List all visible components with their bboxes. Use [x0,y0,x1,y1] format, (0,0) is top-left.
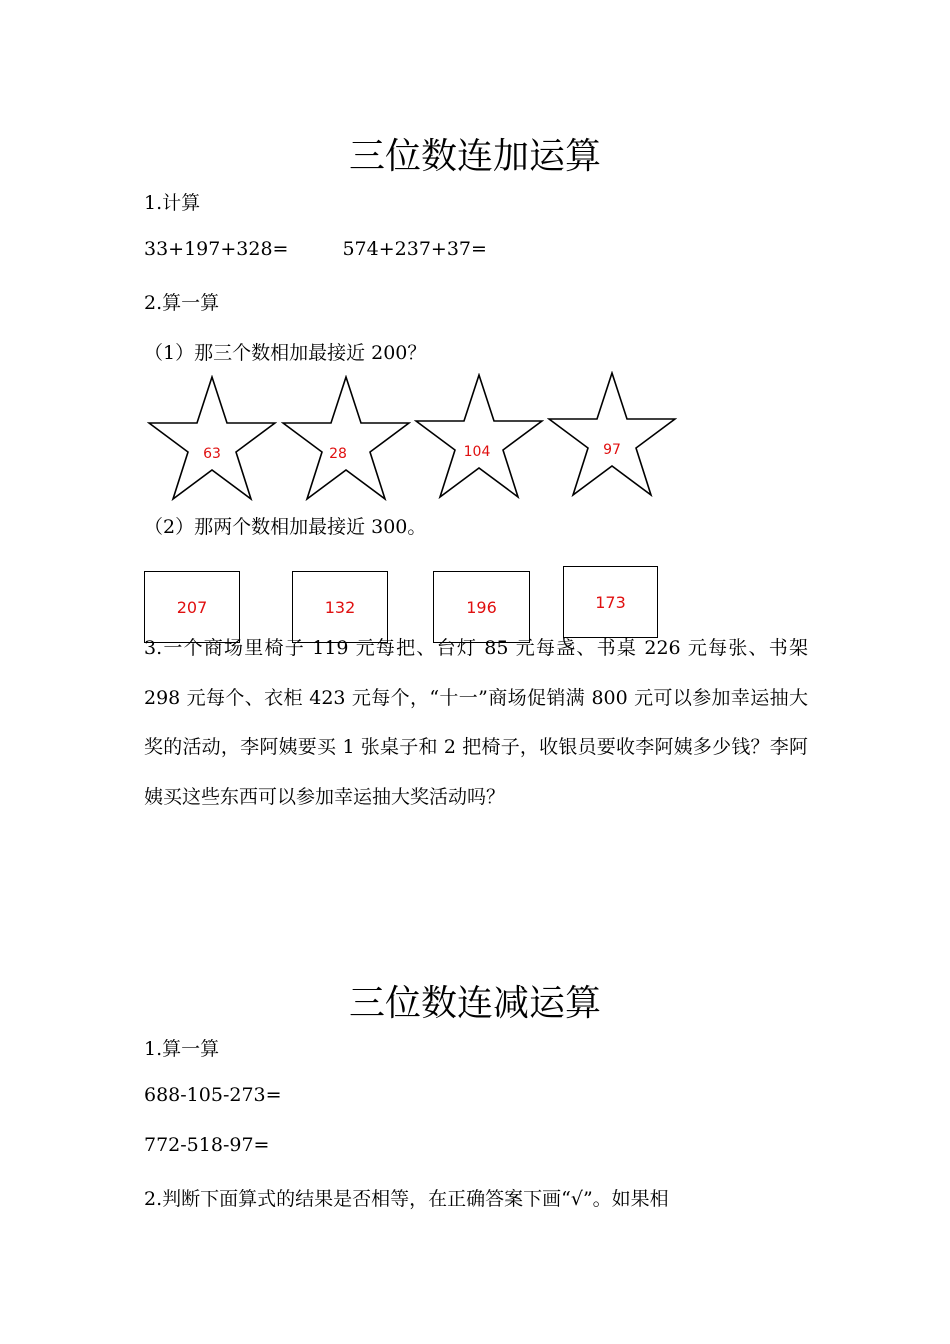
expression-a: 33+197+328= [144,238,289,260]
section2-title: 三位数连减运算 [348,983,601,1024]
question-1-expressions [144,238,487,260]
section2-expression-a: 688-105-273= [144,1084,282,1106]
question-2-part-1: （1）那三个数相加最接近 200？ [144,342,427,364]
star-number: 104 [463,444,491,460]
question-2-heading: 2.算一算 [144,292,220,314]
section2-question-1-heading: 1.算一算 [144,1038,220,1060]
star-number: 28 [329,446,347,462]
number-box: 196 [433,571,530,643]
number-box: 132 [292,571,388,643]
number-box: 207 [144,571,240,643]
expression-b: 574+237+37= [342,238,487,260]
question-1-heading: 1.计算 [144,192,201,214]
star-shape [147,375,277,501]
section1-title: 三位数连加运算 [348,136,601,177]
star-number: 63 [203,446,221,462]
star-shape [414,373,544,499]
question-3-text: 3.一个商场里椅子 119 元每把、台灯 85 元每盏、书桌 226 元每张、书架 298 元每个、衣柜 423 元每个，“十一”商场促销满 800 元可以参加幸运抽大奖的活动，李阿姨要买 1 张桌子和 2 把椅子，收银员要收李阿姨多少钱？李阿姨买这些东西可以参加幸运抽大奖活动吗？ [144,637,808,808]
star-shape [281,375,411,501]
number-box: 173 [563,566,658,638]
question-2-part-2: （2）那两个数相加最接近 300。 [144,516,427,538]
star-shape [547,371,677,497]
section2-question-2-text: 2.判断下面算式的结果是否相等，在正确答案下画“√”。如果相 [144,1188,669,1210]
section2-expression-b: 772-518-97= [144,1134,270,1156]
star-number: 97 [603,442,621,458]
